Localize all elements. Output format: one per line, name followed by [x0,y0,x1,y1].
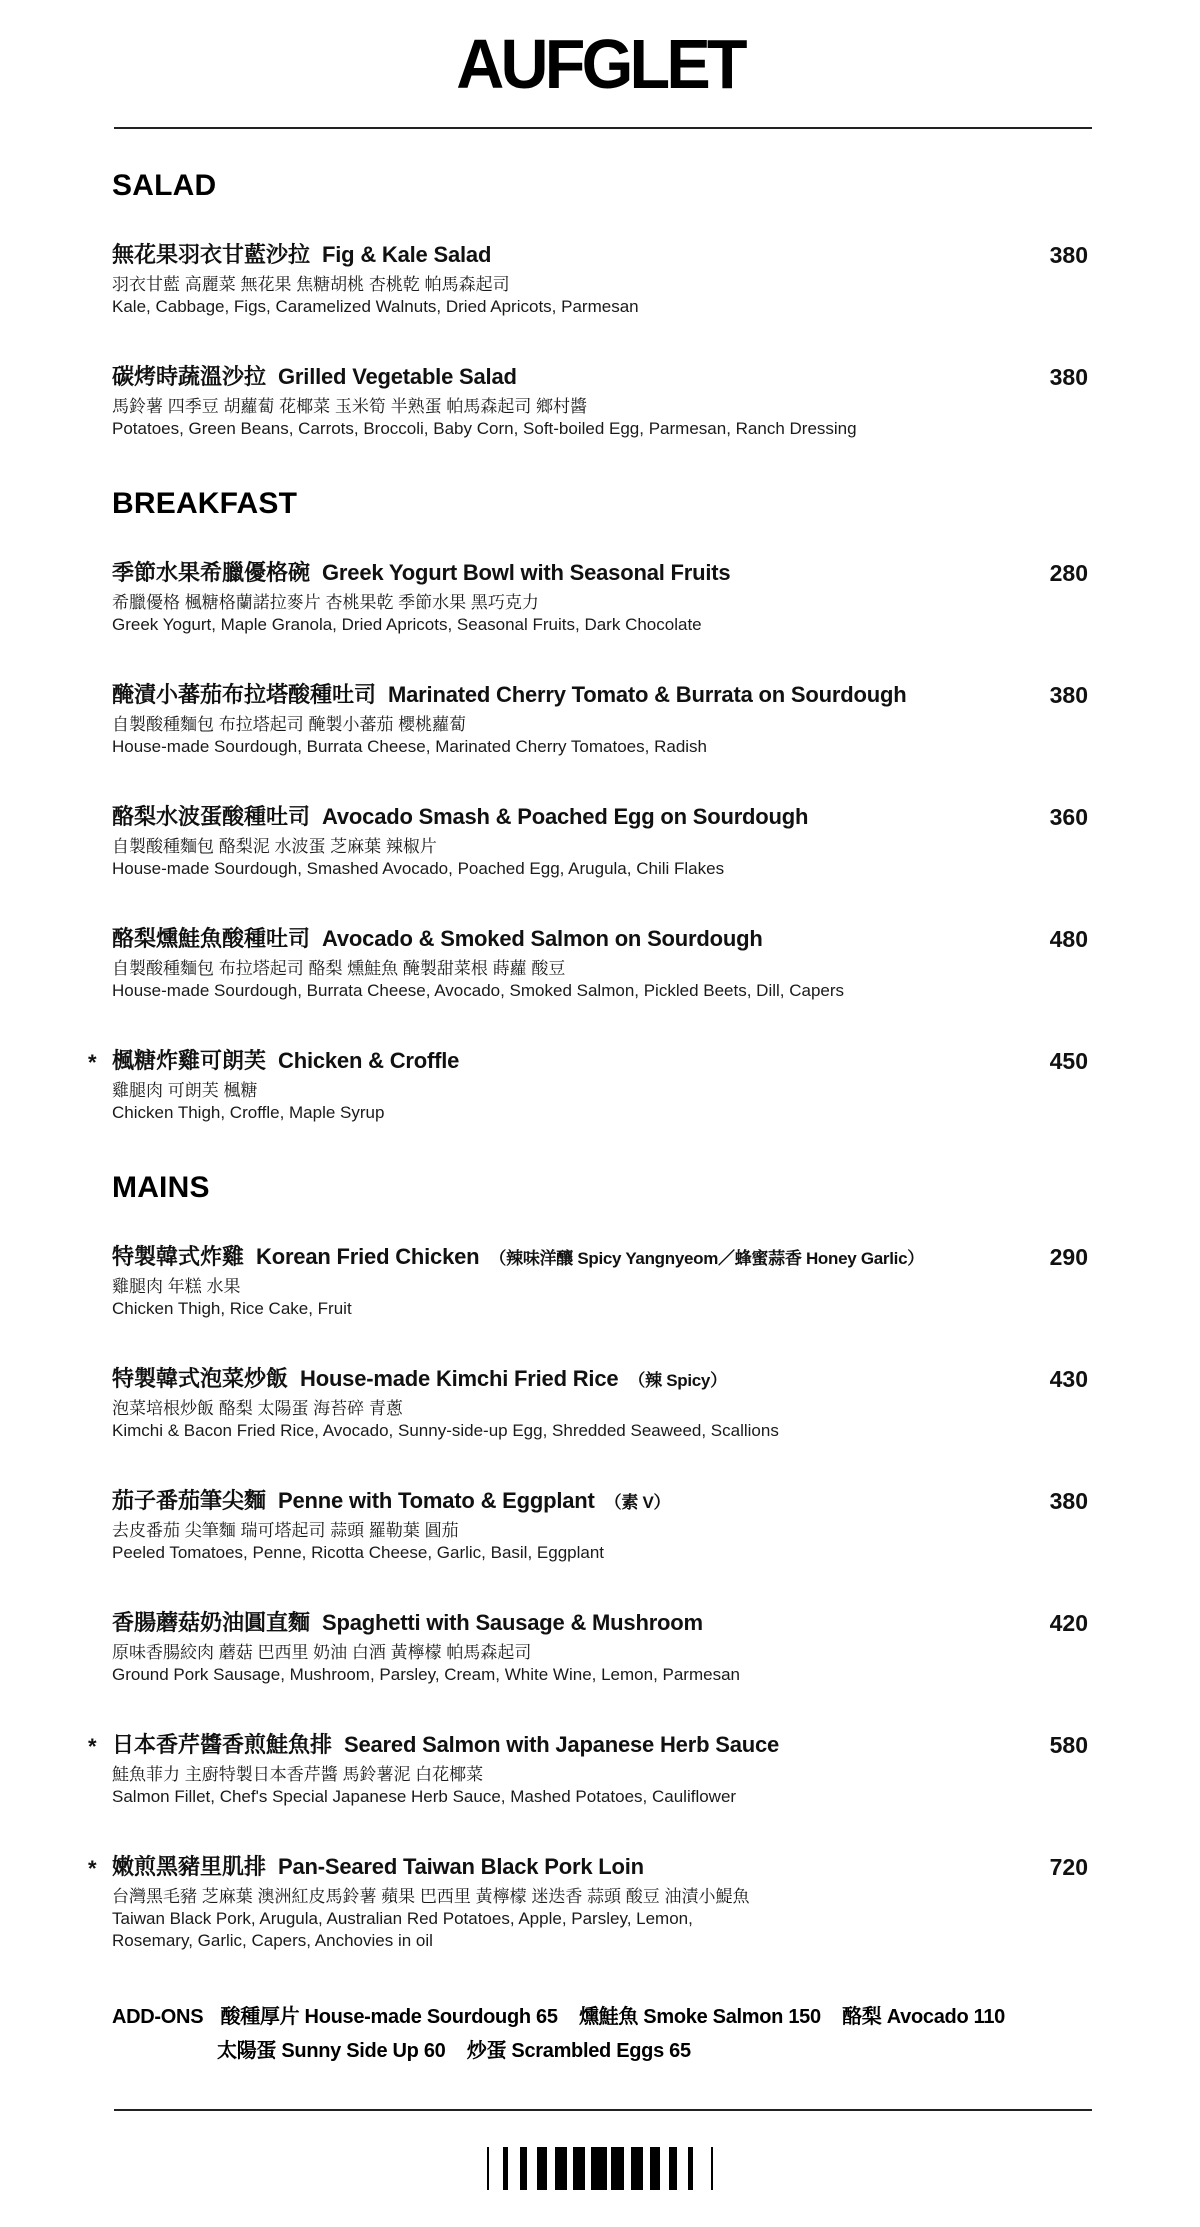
item-desc-en: House-made Sourdough, Burrata Cheese, Avocado, Smoked Salmon, Pickled Beets, Dill, Capers [112,981,845,1000]
item-desc-en: Peeled Tomatoes, Penne, Ricotta Cheese, Garlic, Basil, Eggplant [112,1543,605,1562]
item-price: 360 [1049,804,1088,830]
item-name-zh: 季節水果希臘優格碗 [112,560,311,585]
item-name-en: Spaghetti with Sausage & Mushroom [322,1610,703,1635]
item-name-en: House-made Kimchi Fried Rice [300,1366,619,1391]
item-price: 380 [1049,364,1088,390]
brand-logo: AUFGLET [456,25,744,103]
menu-item [88,1046,1092,1124]
menu-item [112,680,1092,758]
barcode-bar [611,2147,624,2190]
item-desc-en: Chicken Thigh, Croffle, Maple Syrup [112,1103,385,1122]
item-name-zh: 特製韓式炸雞 [112,1244,245,1269]
menu-item [112,362,1092,440]
menu-item [88,1852,1092,1952]
signature-star-icon: * [88,1050,97,1075]
footer-divider [114,2109,1092,2111]
barcode-bar [555,2147,567,2190]
item-desc-zh: 鮭魚菲力 主廚特製日本香芹醬 馬鈴薯泥 白花椰菜 [112,1765,484,1784]
barcode-bar [591,2147,607,2190]
item-name-zh: 楓糖炸雞可朗芙 [112,1048,267,1073]
item-desc-en: Potatoes, Green Beans, Carrots, Broccoli, Baby Corn, Soft-boiled Egg, Parmesan, Ranch Dressing [112,419,857,438]
menu-item [112,240,1092,318]
item-desc-en: Salmon Fillet, Chef's Special Japanese Herb Sauce, Mashed Potatoes, Cauliflower [112,1787,737,1806]
item-price: 720 [1049,1854,1088,1880]
menu-item [112,1486,1092,1564]
item-price: 380 [1049,1488,1088,1514]
item-price: 280 [1049,560,1088,586]
addon-item: 太陽蛋 Sunny Side Up 60 [217,2040,446,2062]
barcode-bar [688,2147,693,2190]
menu-item [112,1364,1092,1442]
item-name-en: Seared Salmon with Japanese Herb Sauce [344,1732,780,1757]
menu-item [88,1730,1092,1808]
item-name-en: Korean Fried Chicken [256,1244,480,1269]
item-name-en: Pan-Seared Taiwan Black Pork Loin [278,1854,644,1879]
item-desc-en: Taiwan Black Pork, Arugula, Australian Red Potatoes, Apple, Parsley, Lemon, [112,1909,693,1928]
barcode-bar [520,2147,527,2190]
section-title-salad: SALAD [112,169,217,202]
item-desc-en: House-made Sourdough, Burrata Cheese, Marinated Cherry Tomatoes, Radish [112,737,707,756]
item-desc-en: Kimchi & Bacon Fried Rice, Avocado, Sunny-side-up Egg, Shredded Seaweed, Scallions [112,1421,779,1440]
item-desc-zh: 泡菜培根炒飯 酪梨 太陽蛋 海苔碎 青蔥 [112,1399,403,1418]
barcode-bar [711,2147,713,2190]
item-name-en: Greek Yogurt Bowl with Seasonal Fruits [322,560,731,585]
item-name-zh: 特製韓式泡菜炒飯 [112,1366,289,1391]
item-name-zh: 酪梨水波蛋酸種吐司 [112,804,311,829]
menu-item [112,1242,1092,1320]
item-desc-zh: 自製酸種麵包 酪梨泥 水波蛋 芝麻葉 辣椒片 [112,837,437,856]
item-price: 380 [1049,242,1088,268]
item-vegetarian-note: （素 V） [604,1493,671,1512]
item-name-zh: 香腸蘑菇奶油圓直麵 [112,1610,311,1635]
item-desc-en: Greek Yogurt, Maple Granola, Dried Apricots, Seasonal Fruits, Dark Chocolate [112,615,702,634]
item-name-en: Avocado Smash & Poached Egg on Sourdough [322,804,809,829]
item-price: 430 [1049,1366,1088,1392]
item-name-en: Avocado & Smoked Salmon on Sourdough [322,926,763,951]
item-price: 290 [1049,1244,1088,1270]
item-name-zh: 日本香芹醬香煎鮭魚排 [112,1732,333,1757]
item-desc-en: Ground Pork Sausage, Mushroom, Parsley, Cream, White Wine, Lemon, Parmesan [112,1665,740,1684]
item-desc-en: Kale, Cabbage, Figs, Caramelized Walnuts, Dried Apricots, Parmesan [112,297,639,316]
item-price: 580 [1049,1732,1088,1758]
item-name-zh: 茄子番茄筆尖麵 [112,1488,267,1513]
item-price: 420 [1049,1610,1088,1636]
addons-label: ADD-ONS [112,2006,204,2028]
barcode-bar [650,2147,660,2190]
item-desc-en-continued: Rosemary, Garlic, Capers, Anchovies in oil [112,1931,433,1950]
addon-item: 炒蛋 Scrambled Eggs 65 [466,2040,691,2062]
item-price: 480 [1049,926,1088,952]
item-variant-note: （辣味洋釀 Spicy Yangnyeom／蜂蜜蒜香 Honey Garlic） [489,1249,924,1268]
item-name-zh: 無花果羽衣甘藍沙拉 [112,242,311,267]
item-price: 450 [1049,1048,1088,1074]
item-name-zh: 嫩煎黑豬里肌排 [112,1854,267,1879]
item-desc-zh: 原味香腸絞肉 蘑菇 巴西里 奶油 白酒 黃檸檬 帕馬森起司 [112,1643,532,1662]
section-title-breakfast: BREAKFAST [112,487,298,520]
item-name-zh: 酪梨燻鮭魚酸種吐司 [112,926,311,951]
item-desc-zh: 雞腿肉 年糕 水果 [112,1277,241,1296]
item-desc-zh: 羽衣甘藍 高麗菜 無花果 焦糖胡桃 杏桃乾 帕馬森起司 [112,275,510,294]
header-divider [114,127,1092,129]
menu-item [112,802,1092,880]
menu-item [112,1608,1092,1686]
item-desc-zh: 希臘優格 楓糖格蘭諾拉麥片 杏桃果乾 季節水果 黑巧克力 [112,593,539,612]
item-name-en: Fig & Kale Salad [322,242,492,267]
item-desc-zh: 雞腿肉 可朗芙 楓糖 [112,1081,258,1100]
item-desc-zh: 馬鈴薯 四季豆 胡蘿蔔 花椰菜 玉米筍 半熟蛋 帕馬森起司 鄉村醬 [112,397,588,416]
item-desc-en: House-made Sourdough, Smashed Avocado, Poached Egg, Arugula, Chili Flakes [112,859,725,878]
addons-block [112,2000,1021,2068]
item-desc-zh: 自製酸種麵包 布拉塔起司 醃製小蕃茄 櫻桃蘿蔔 [112,715,467,734]
addon-item: 酪梨 Avocado 110 [842,2006,1005,2028]
barcode-bar [631,2147,643,2190]
item-name-en: Marinated Cherry Tomato & Burrata on Sourdough [388,682,907,707]
item-desc-zh: 去皮番茄 尖筆麵 瑞可塔起司 蒜頭 羅勒葉 圓茄 [112,1521,459,1540]
barcode-bar [669,2147,677,2190]
item-desc-zh: 自製酸種麵包 布拉塔起司 酪梨 燻鮭魚 醃製甜菜根 蒔蘿 酸豆 [112,959,566,978]
item-name-zh: 碳烤時蔬溫沙拉 [112,364,267,389]
barcode-bar [573,2147,585,2190]
signature-star-icon: * [88,1856,97,1881]
item-name-en: Chicken & Croffle [278,1048,460,1073]
item-desc-zh: 台灣黑毛豬 芝麻葉 澳洲紅皮馬鈴薯 蘋果 巴西里 黃檸檬 迷迭香 蒜頭 酸豆 油漬小鯷魚 [112,1887,750,1906]
addon-item: 燻鮭魚 Smoke Salmon 150 [578,2006,821,2028]
addon-item: 酸種厚片 House-made Sourdough 65 [220,2006,558,2028]
barcode-bar [537,2147,547,2190]
menu-item [112,558,1092,636]
item-price: 380 [1049,682,1088,708]
item-name-zh: 醃漬小蕃茄布拉塔酸種吐司 [112,682,377,707]
item-name-en: Penne with Tomato & Eggplant [278,1488,595,1513]
menu-item [112,924,1092,1002]
section-title-mains: MAINS [112,1171,210,1204]
barcode-bar [487,2147,489,2190]
barcode-bar [503,2147,508,2190]
item-name-en: Grilled Vegetable Salad [278,364,517,389]
signature-star-icon: * [88,1734,97,1759]
item-desc-en: Chicken Thigh, Rice Cake, Fruit [112,1299,352,1318]
item-spicy-note: （辣 Spicy） [628,1371,727,1390]
barcode-icon [0,2147,1200,2190]
